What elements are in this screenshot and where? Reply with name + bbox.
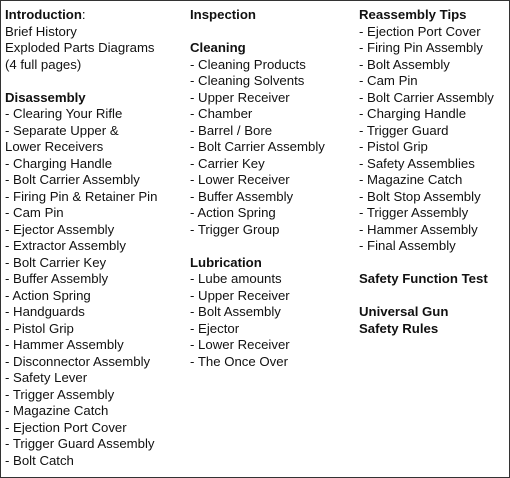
section-heading <box>359 304 509 321</box>
toc-item: - Bolt Carrier Assembly <box>359 89 494 105</box>
section-gap <box>5 73 187 90</box>
section-gap <box>190 238 356 255</box>
section-heading-text: Cleaning <box>190 40 246 55</box>
toc-item: - Buffer Assembly <box>5 271 109 286</box>
toc-item: - Cam Pin <box>5 205 64 220</box>
toc-item: Safety Rules <box>359 320 439 336</box>
toc-item: - Hammer Assembly <box>5 337 124 352</box>
column-3 <box>359 7 509 337</box>
toc-item: - Upper Receiver <box>190 287 290 303</box>
section-heading <box>5 90 187 107</box>
toc-item: Exploded Parts Diagrams <box>5 40 155 55</box>
toc-item: - Trigger Group <box>190 221 280 237</box>
toc-item: - Bolt Assembly <box>190 304 281 319</box>
section-heading-text: Inspection <box>190 7 256 22</box>
toc-item: - Bolt Stop Assembly <box>359 188 481 204</box>
toc-item: - Action Spring <box>190 205 276 220</box>
section-heading-text: Introduction <box>5 7 82 22</box>
toc-item: - Ejector Assembly <box>5 221 115 237</box>
section-heading <box>190 255 356 272</box>
toc-item: - Bolt Catch <box>5 452 74 468</box>
toc-item: - Handguards <box>5 304 85 319</box>
toc-item: (4 full pages) <box>5 56 82 72</box>
toc-item: - Chamber <box>190 106 253 121</box>
toc-item: - Bolt Carrier Assembly <box>5 172 140 187</box>
toc-item: - Ejection Port Cover <box>5 419 127 435</box>
toc-item: - Separate Upper & <box>5 122 119 138</box>
toc-item: - Upper Receiver <box>190 89 290 105</box>
section-heading-text: Universal Gun <box>359 304 449 319</box>
section-gap <box>190 24 356 41</box>
toc-item: - Clearing Your Rifle <box>5 106 123 121</box>
toc-item: - Hammer Assembly <box>359 221 478 237</box>
toc-item: Brief History <box>5 23 77 39</box>
toc-item: - Pistol Grip <box>359 139 428 154</box>
toc-item: - Cleaning Solvents <box>190 73 305 88</box>
toc-item: - Barrel / Bore <box>190 122 273 138</box>
column-1 <box>5 7 187 469</box>
toc-item: - Lower Receiver <box>190 172 290 187</box>
section-heading <box>190 7 356 24</box>
toc-item: - Charging Handle <box>5 155 113 171</box>
toc-item: - Buffer Assembly <box>190 188 294 204</box>
toc-item: - Magazine Catch <box>5 403 109 418</box>
section-heading-text: Lubrication <box>190 254 262 270</box>
toc-item: - Trigger Guard Assembly <box>5 436 155 451</box>
section-gap <box>359 288 509 305</box>
section-heading <box>190 40 356 57</box>
toc-item: - Charging Handle <box>359 106 467 121</box>
heading-suffix: : <box>81 7 86 22</box>
toc-item: - Safety Assemblies <box>359 155 475 171</box>
toc-item: Lower Receivers <box>5 139 104 154</box>
section-heading <box>359 7 509 24</box>
toc-item: - Safety Lever <box>5 370 88 385</box>
toc-item: - Action Spring <box>5 287 91 303</box>
toc-item: - Trigger Guard <box>359 122 449 138</box>
toc-item: - Bolt Carrier Assembly <box>190 139 325 154</box>
toc-item: - Cam Pin <box>359 73 418 88</box>
toc-item: - Firing Pin & Retainer Pin <box>5 188 158 204</box>
section-heading-text: Safety Function Test <box>359 271 488 286</box>
toc-item: - Bolt Assembly <box>359 56 450 72</box>
toc-item: - Trigger Assembly <box>359 205 469 220</box>
section-heading <box>359 271 509 288</box>
toc-item: - Final Assembly <box>359 238 456 253</box>
toc-item: - Disconnector Assembly <box>5 353 151 369</box>
toc-item: - Cleaning Products <box>190 56 306 72</box>
column-2 <box>190 7 356 370</box>
toc-item: - Bolt Carrier Key <box>5 254 107 270</box>
section-heading-text: Disassembly <box>5 89 86 105</box>
toc-item: - Carrier Key <box>190 155 265 171</box>
toc-item: - Firing Pin Assembly <box>359 40 483 55</box>
section-heading <box>5 7 187 24</box>
toc-item: - The Once Over <box>190 353 288 369</box>
section-heading-text: Reassembly Tips <box>359 7 467 22</box>
toc-item: - Lower Receiver <box>190 337 290 352</box>
toc-item: - Magazine Catch <box>359 172 463 187</box>
toc-item: - Trigger Assembly <box>5 386 115 402</box>
toc-item: - Lube amounts <box>190 271 282 286</box>
toc-item: - Pistol Grip <box>5 320 74 336</box>
section-gap <box>359 255 509 272</box>
toc-item: - Ejection Port Cover <box>359 23 481 39</box>
toc-item: - Ejector <box>190 320 240 336</box>
toc-item: - Extractor Assembly <box>5 238 126 253</box>
